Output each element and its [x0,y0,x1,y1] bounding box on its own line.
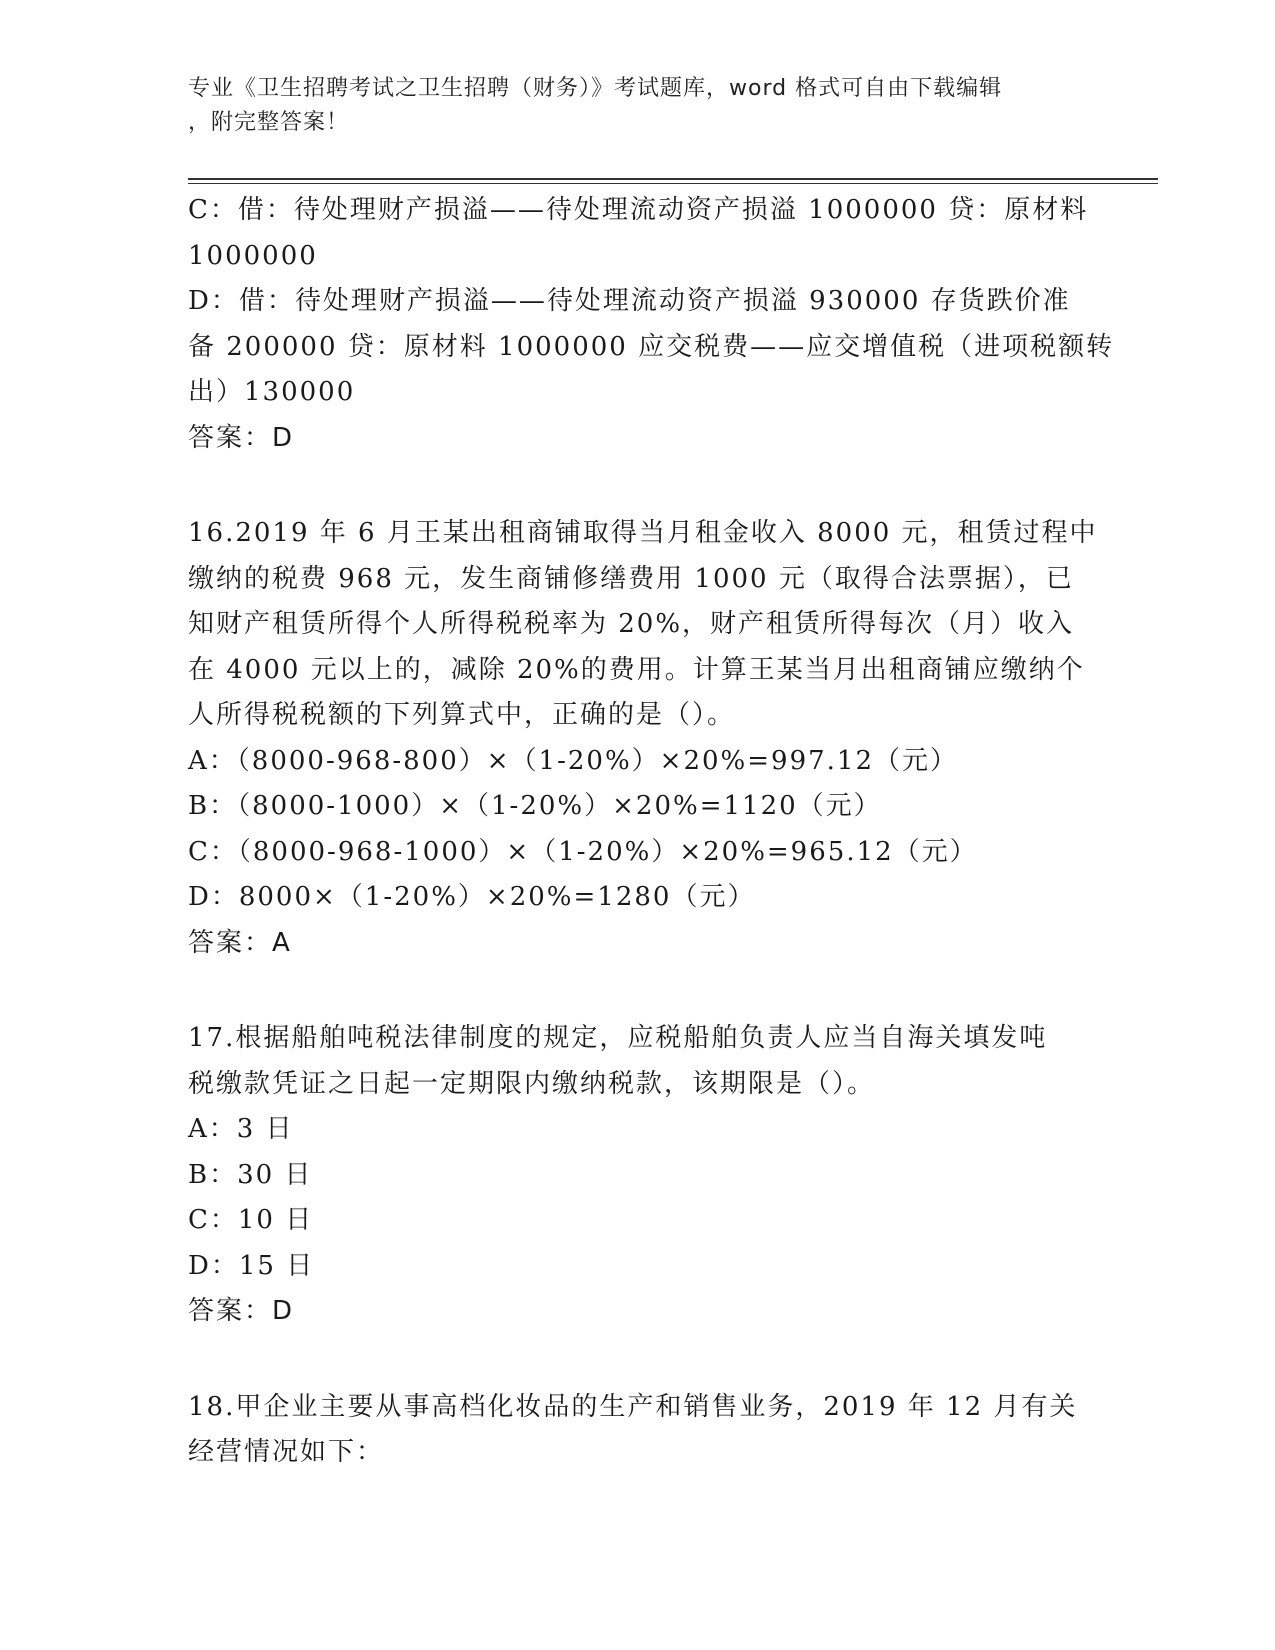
exam-content [188,188,1115,1476]
q17-option-a: A：3 日 [188,1114,294,1144]
question-16 [188,511,1098,966]
q16-stem-line-5: 人所得税税额的下列算式中，正确的是（）。 [188,700,736,730]
q16-option-b: B：（8000-1000）×（1-20%）×20%=1120（元） [188,791,882,821]
question-15-tail [188,188,1115,461]
option-c-line-1: C：借：待处理财产损溢——待处理流动资产损溢 1000000 贷：原材料 [188,195,1089,225]
q17-option-b: B：30 日 [188,1159,313,1190]
header-line-2: ，附完整答案！ [188,110,350,135]
q16-stem-line-4: 在 4000 元以上的，减除 20%的费用。计算王某当月出租商铺应缴纳个 [188,654,1085,685]
q16-stem-line-3: 知财产租赁所得个人所得税税率为 20%，财产租赁所得每次（月）收入 [188,609,1075,639]
answer-15: 答案：D [188,422,295,453]
q18-stem-line-2: 经营情况如下： [188,1437,385,1467]
q17-stem-line-1: 17.根据船舶吨税法律制度的规定，应税船舶负责人应当自海关填发吨 [188,1023,1048,1053]
q17-option-c: C：10 日 [188,1205,314,1235]
q18-stem-line-1: 18.甲企业主要从事高档化妆品的生产和销售业务，2019 年 12 月有关 [188,1391,1078,1422]
q16-option-a: A：（8000-968-800）×（1-20%）×20%=997.12（元） [188,745,959,776]
q16-option-d: D：8000×（1-20%）×20%=1280（元） [188,882,756,912]
option-c-line-2: 1000000 [188,240,318,271]
q17-stem-line-2: 税缴款凭证之日起一定期限内缴纳税款，该期限是（）。 [188,1068,876,1099]
q17-option-d: D：15 日 [188,1250,315,1281]
answer-16: 答案：A [188,927,292,958]
question-18 [188,1385,1088,1476]
answer-17: 答案：D [188,1296,295,1326]
spacer [188,966,1088,1016]
option-d-line-1: D：借：待处理财产损溢——待处理流动资产损溢 930000 存货跌价准 [188,286,1071,316]
option-d-line-2: 备 200000 贷：原材料 1000000 应交税费——应交增值税（进项税额转 [188,331,1115,362]
q16-stem-line-1: 16.2019 年 6 月王某出租商铺取得当月租金收入 8000 元，租赁过程中 [188,518,1098,548]
option-d-line-3: 出）130000 [188,377,356,407]
header-divider-top [188,178,1158,180]
page-header [188,72,1068,140]
header-divider-bottom [188,183,1158,184]
question-17 [188,1016,1088,1335]
q16-stem-line-2: 缴纳的税费 968 元，发生商铺修缮费用 1000 元（取得合法票据），已 [188,563,1074,594]
spacer [188,1335,1088,1385]
header-line-1: 专业《卫生招聘考试之卫生招聘（财务）》考试题库，word 格式可自由下载编辑 [188,76,1003,101]
q16-option-c: C：（8000-968-1000）×（1-20%）×20%=965.12（元） [188,836,978,867]
spacer [188,461,1088,511]
